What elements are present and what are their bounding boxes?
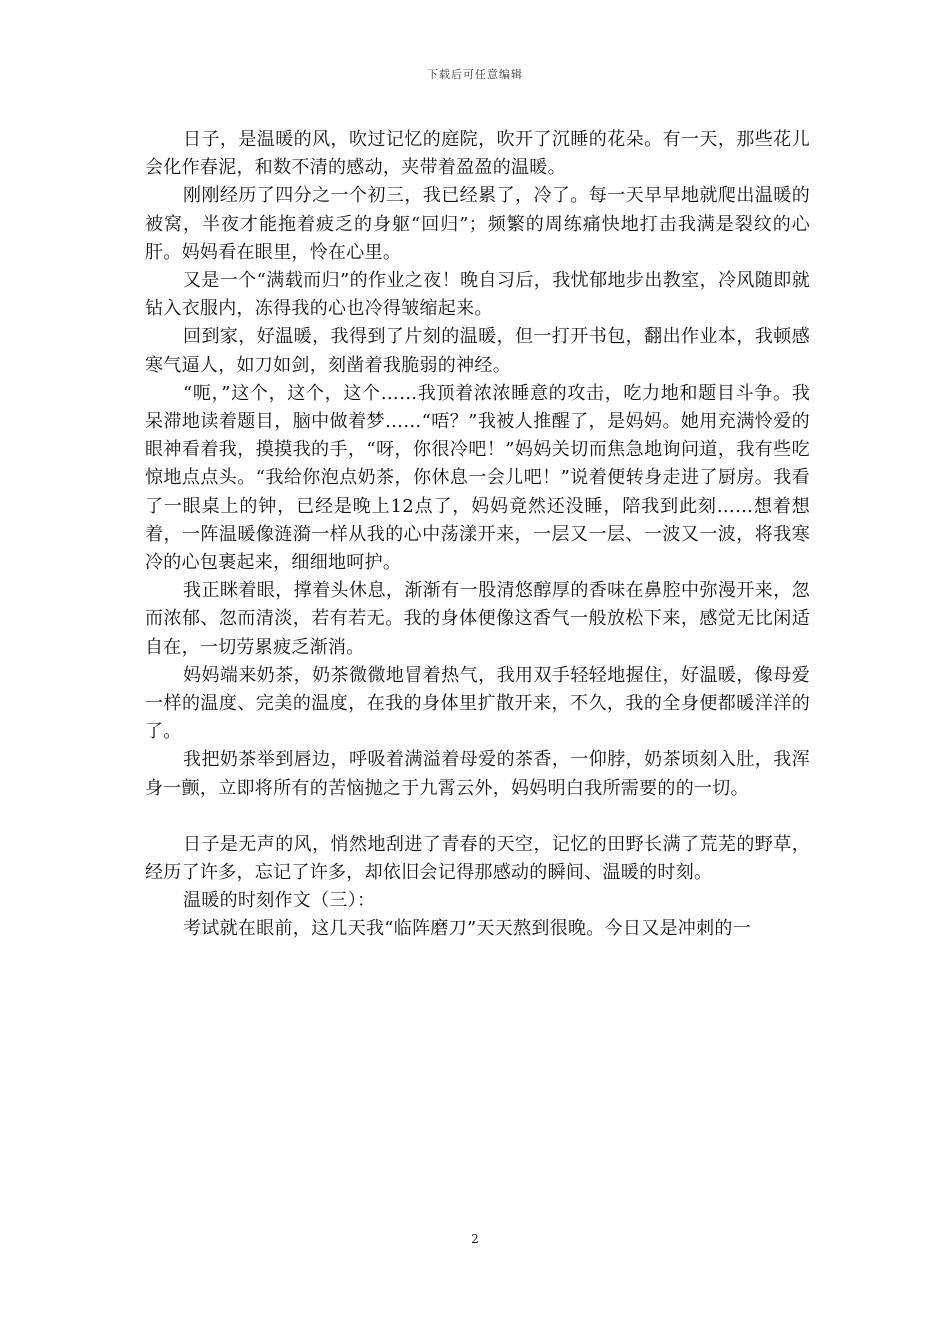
paragraph-gap — [145, 803, 810, 831]
paragraph: 妈妈端来奶茶，奶茶微微地冒着热气，我用双手轻轻地握住，好温暖，像母爱一样的温度、完美的温度，在我的身体里扩散开来，不久，我的全身便都暖洋洋的了。 — [145, 664, 810, 743]
paragraph: 回到家，好温暖，我得到了片刻的温暖，但一打开书包，翻出作业本，我顿感寒气逼人，如刀如剑，刻凿着我脆弱的神经。 — [145, 326, 810, 376]
paragraph: 考试就在眼前，这几天我“临阵磨刀”天天熬到很晚。今日又是冲刺的一 — [183, 918, 752, 940]
paragraph: 日子，是温暖的风，吹过记忆的庭院，吹开了沉睡的花朵。有一天，那些花儿会化作春泥，和数不清的感动，夹带着盈盈的温暖。 — [145, 129, 810, 179]
paragraph: 刚刚经历了四分之一个初三，我已经累了，冷了。每一天早早地就爬出温暖的被窝，半夜才能拖着疲乏的身躯“回归”；频繁的周练痛快地打击我满是裂纹的心肝。妈妈看在眼里，怜在心里。 — [145, 185, 810, 263]
paragraph: 我把奶茶举到唇边，呼吸着满溢着母爱的茶香，一仰脖，奶茶顷刻入肚，我浑身一颤，立即将所有的苦恼抛之于九霄云外，妈妈明白我所需要的的一切。 — [145, 749, 810, 799]
page-number: 2 — [471, 1232, 479, 1246]
paragraph: “呃，”这个，这个，这个……我顶着浓浓睡意的攻击，吃力地和题目斗争。我呆滞地读着题目，脑中做着梦……“唔？”我被人推醒了，是妈妈。她用充满怜爱的眼神看着我，摸摸我的手，“呀，你很冷吧！”妈妈关切而焦急地询问道，我有些吃惊地点点头。“我给你泡点奶茶，你休息一会儿吧！”说着便转身走进了厨房。我看了一眼桌上的钟，已经是晚上12点了，妈妈竟然还没睡，陪我到此刻……想着想着，一阵温暖像涟漪一样从我的心中荡漾开来，一层又一层、一波又一波，将我寒冷的心包裹起来，细细地呵护。 — [145, 382, 810, 574]
section-heading: 温暖的时刻作文（三）： — [183, 890, 376, 912]
paragraph: 又是一个“满载而归”的作业之夜！晚自习后，我忧郁地步出教室，冷风随即就钻入衣服内，冻得我的心也冷得皱缩起来。 — [145, 270, 810, 320]
page-header: 下载后可任意编辑 — [427, 68, 523, 81]
paragraph: 我正眯着眼，撑着头休息，渐渐有一股清悠醇厚的香味在鼻腔中弥漫开来，忽而浓郁、忽而清淡，若有若无。我的身体便像这香气一般放松下来，感觉无比闲适自在，一切劳累疲乏渐消。 — [145, 580, 810, 658]
paragraph: 日子是无声的风，悄然地刮进了青春的天空，记忆的田野长满了荒芜的野草，经历了许多，忘记了许多，却依旧会记得那感动的瞬间、温暖的时刻。 — [145, 833, 810, 884]
document-body — [145, 126, 810, 944]
